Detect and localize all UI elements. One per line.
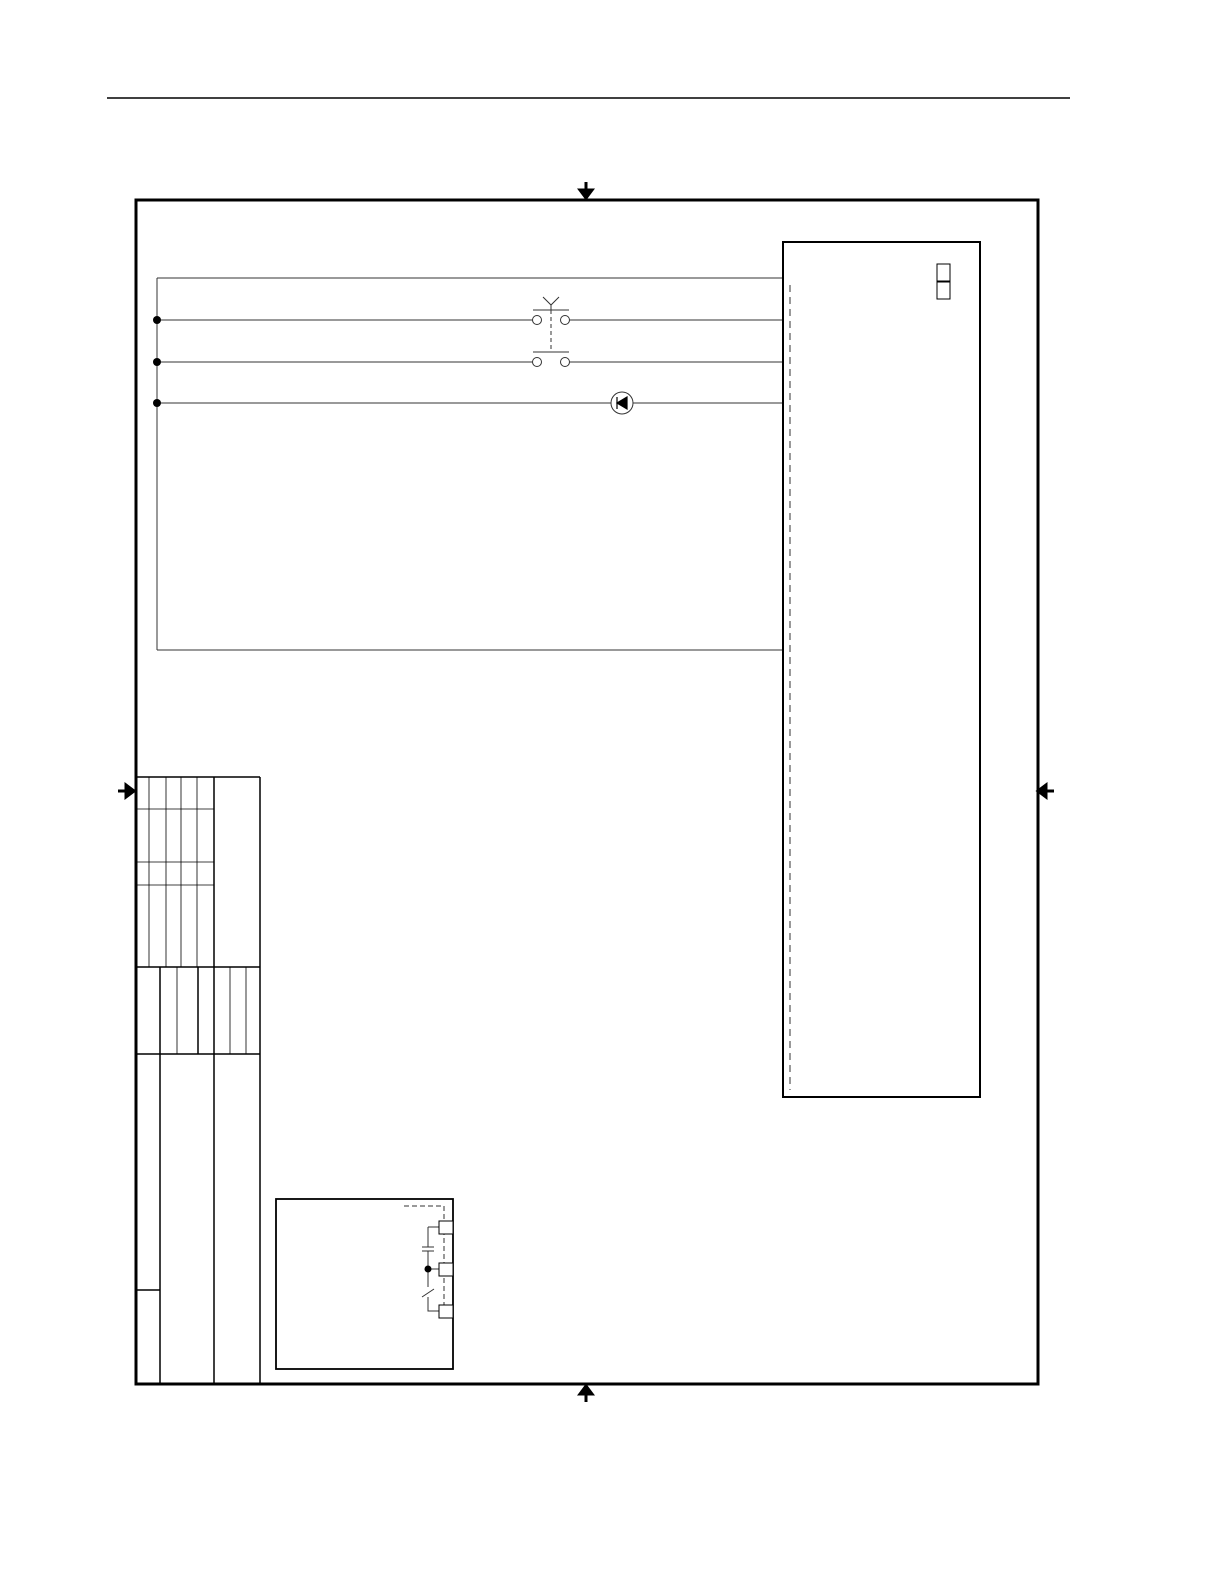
snk-box [937,264,950,281]
src-box [937,282,950,299]
center-arrow-right [1038,785,1054,797]
wire-junction [153,358,161,366]
wire-junction [153,399,161,407]
center-arrow-bottom [580,1386,592,1402]
title-block [136,777,260,1384]
terminal-block-tb2 [276,1199,453,1369]
wiring [157,278,784,650]
fan-symbol [611,392,633,414]
switch-actuator-icon [543,297,559,310]
terminal-block-tb1 [783,242,980,1097]
center-arrow-left [118,785,134,797]
drawing-border [136,200,1038,1384]
selector-switch-ss3 [533,297,570,367]
center-arrow-top [580,182,592,198]
wire-junction [153,316,161,324]
